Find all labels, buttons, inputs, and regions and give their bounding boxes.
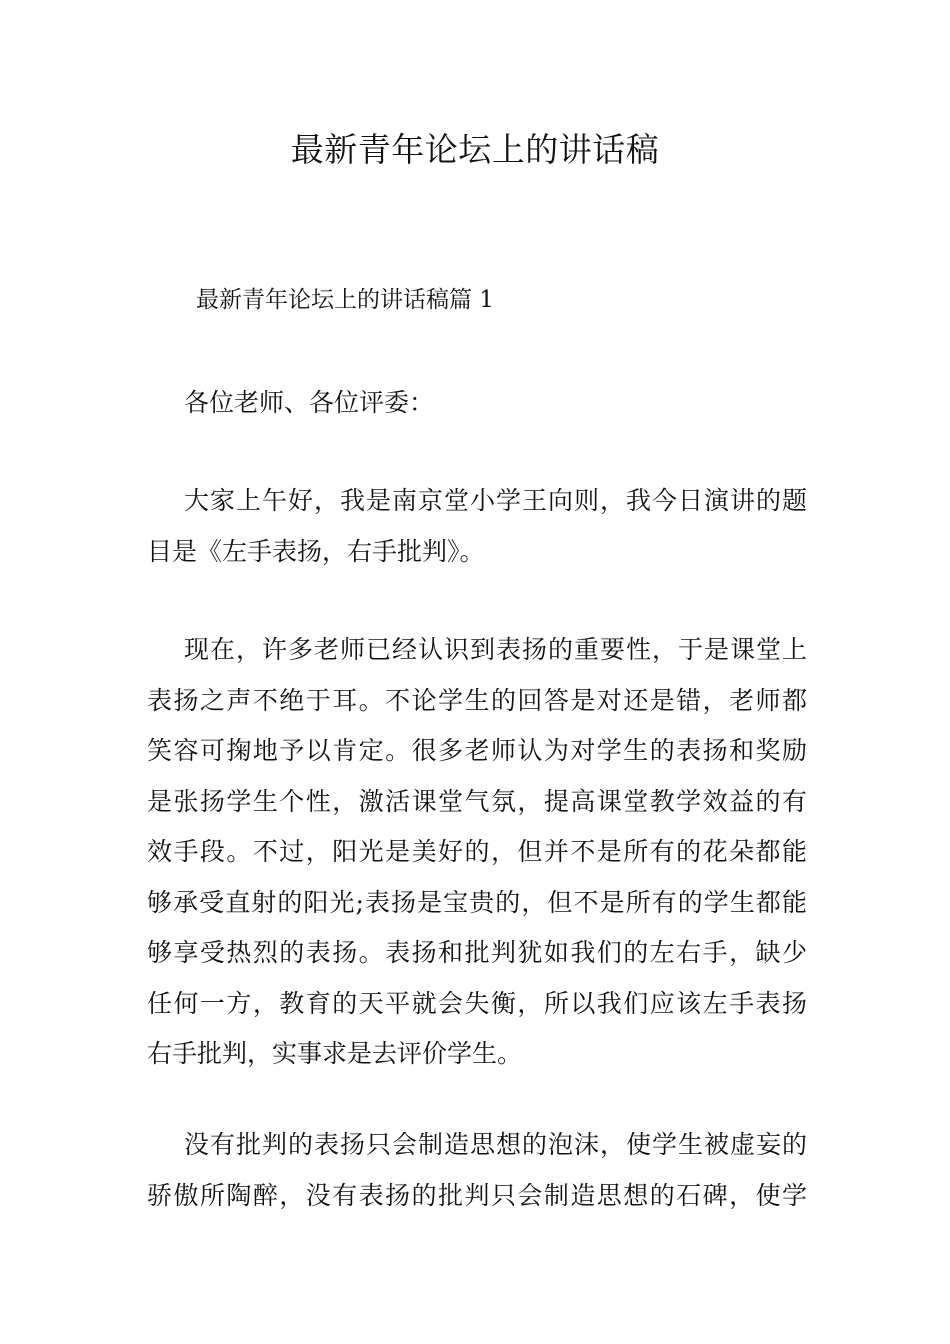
paragraph-line: 笑容可掬地予以肯定。很多老师认为对学生的表扬和奖励 bbox=[147, 736, 807, 765]
paragraph-line: 目是《左手表扬，右手批判》。 bbox=[147, 536, 485, 566]
paragraph-1 bbox=[147, 476, 807, 577]
paragraph-line: 任何一方，教育的天平就会失衡，所以我们应该左手表扬 bbox=[147, 988, 807, 1018]
paragraph-line: 大家上午好，我是南京堂小学王向则，我今日演讲的题 bbox=[184, 486, 807, 515]
paragraph-3 bbox=[147, 1120, 807, 1221]
paragraph-line: 表扬之声不绝于耳。不论学生的回答是对还是错，老师都 bbox=[147, 685, 807, 715]
paragraph-line: 是张扬学生个性，激活课堂气氛，提高课堂教学效益的有 bbox=[147, 786, 807, 816]
paragraph-line: 够享受热烈的表扬。表扬和批判犹如我们的左右手，缺少 bbox=[147, 938, 807, 967]
section-heading: 最新青年论坛上的讲话稿篇 1 bbox=[196, 287, 494, 313]
paragraph-line: 效手段。不过，阳光是美好的，但并不是所有的花朵都能 bbox=[147, 837, 807, 866]
paragraph-line: 够承受直射的阳光;表扬是宝贵的，但不是所有的学生都能 bbox=[147, 887, 807, 917]
paragraph-line: 右手批判，实事求是去评价学生。 bbox=[147, 1039, 523, 1068]
salutation bbox=[147, 378, 807, 429]
document-title: 最新青年论坛上的讲话稿 bbox=[290, 130, 660, 169]
paragraph-line: 没有批判的表扬只会制造思想的泡沫，使学生被虚妄的 bbox=[184, 1130, 807, 1159]
paragraph-line: 现在，许多老师已经认识到表扬的重要性，于是课堂上 bbox=[184, 635, 807, 664]
paragraph-2 bbox=[147, 625, 807, 1080]
salutation-text: 各位老师、各位评委： bbox=[184, 388, 435, 417]
paragraph-line: 骄傲所陶醉，没有表扬的批判只会制造思想的石碑，使学 bbox=[147, 1180, 807, 1210]
